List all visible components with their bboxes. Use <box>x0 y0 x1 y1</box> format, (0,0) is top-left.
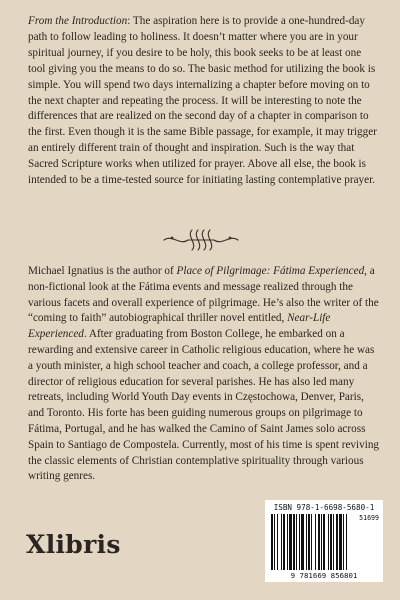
barcode-bar <box>339 514 342 570</box>
barcode-bar <box>318 514 320 570</box>
barcode-bar <box>323 514 325 570</box>
barcode-bar <box>336 514 338 570</box>
bio-text-1: Michael Ignatius is the author of <box>28 265 177 277</box>
barcode-bar <box>301 514 304 570</box>
barcode-bar <box>306 514 307 570</box>
barcode-bar <box>321 514 322 570</box>
barcode-bar <box>315 514 316 570</box>
isbn-text: ISBN 978-1-6698-5680-1 <box>273 503 375 512</box>
barcode-bar <box>299 514 300 570</box>
barcode-bar <box>289 514 292 570</box>
barcode-bar <box>308 514 310 570</box>
introduction-text: : The aspiration here is to provide a one-hundred-day path to follow leading to holiness. It doesn’t matter where you are in your spiritual journey, if you desire to be holy, this book seeks to be at least one tool giving you the means to do so. The basic method for utilizing the book is simple. You will spend two days internalizing a chapter before moving on to the next chapter and repeating the process. It will be interesting to note the differences that are realized on the second day of a chapter in comparison to the first. Even though it is the same Bible passage, for example, it may trigger an entirely different train of thought and inspiration. Such is the way that Sacred Scripture works when utilized for prayer. Above all else, the book is intended to be a time-tested source for initiating lasting contemplative prayer. <box>28 15 377 187</box>
author-biography <box>28 264 380 485</box>
barcode-bar <box>296 514 297 570</box>
barcode-digits: 9 781669 856801 <box>290 571 358 580</box>
book-title-pilgrimage: Place of Pilgrimage: Fátima Experienced <box>176 265 365 277</box>
book-title-near-life: Near-Life Experienced <box>28 312 331 341</box>
barcode-bar <box>311 514 312 570</box>
barcode-bar <box>274 514 275 570</box>
isbn-barcode <box>265 500 383 582</box>
barcode-bar <box>277 514 278 570</box>
flourish-ornament-icon <box>162 226 240 254</box>
barcode-bar <box>346 514 347 570</box>
barcode-bar <box>281 514 282 570</box>
bio-text-3: . After graduating from Boston College, he embarked on a rewarding and extensive career in Catholic religious education, where he was a youth minister, a high school teacher and coach, a college professor, and a director of religious education for several parishes. He has also led many retreats, including World Youth Day events in Częstochowa, Denver, Paris, and Toronto. His forte has been guiding numerous groups on pilgrimage to Fátima, Portugal, and he has walked the Camino of Saint James solo across Spain to Santiago de Compostela. Currently, most of his time is spent reviving the classic elements of Christian contemplative spirituality through various writing genres. <box>28 328 380 483</box>
barcode-bar <box>328 514 329 570</box>
barcode-bar <box>333 514 334 570</box>
barcode-bar <box>293 514 295 570</box>
bio-text-2: , a non-fictional look at the Fátima events and message realized through the various facets and overall experience of pilgrimage. He’s also the writer of the “coming to faith” autobiographical thriller novel entitled, <box>28 265 379 325</box>
barcode-bars <box>271 514 377 570</box>
introduction-excerpt <box>28 14 378 189</box>
barcode-bar <box>287 514 288 570</box>
barcode-bar <box>283 514 285 570</box>
barcode-bar <box>330 514 332 570</box>
barcode-bar <box>271 514 273 570</box>
publisher-logo: Xlibris <box>26 530 121 559</box>
price-code: 51699 <box>359 514 379 522</box>
barcode-bar <box>343 514 344 570</box>
introduction-label: From the Introduction <box>28 15 128 27</box>
